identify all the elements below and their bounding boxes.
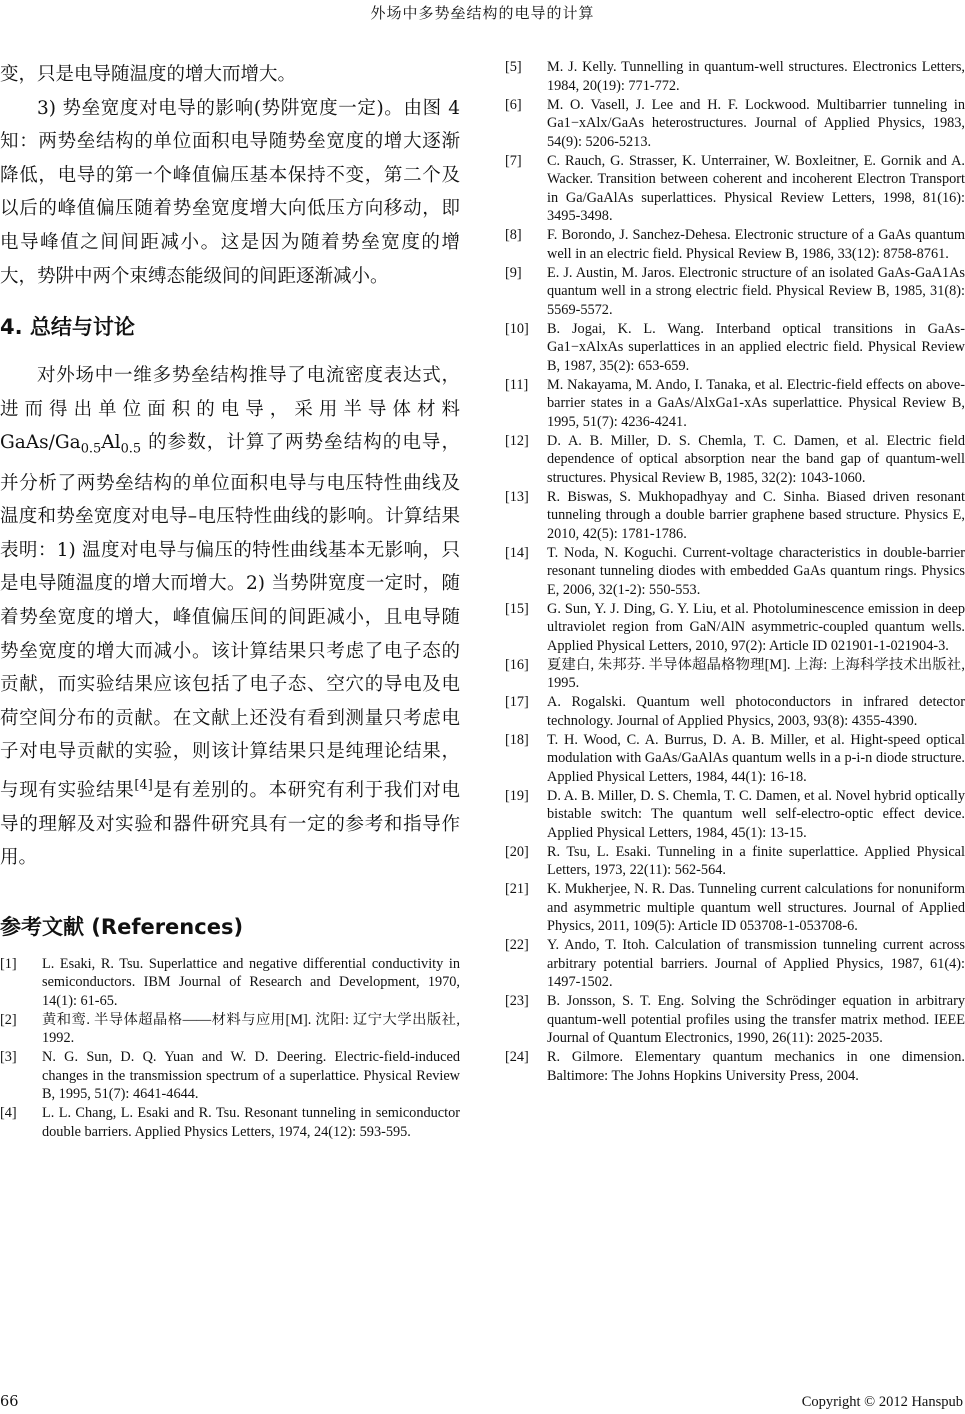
- reference-item: [505, 600, 965, 656]
- reference-item: [505, 992, 965, 1048]
- page-number: 66: [0, 1394, 19, 1410]
- reference-number: [8]: [505, 227, 522, 243]
- references-title: 参考文献 (References): [0, 914, 244, 939]
- reference-item: [505, 843, 965, 880]
- reference-item: [505, 226, 965, 263]
- reference-text: B. Jogai, K. L. Wang. Interband optical transitions in GaAs-Ga1−xAlxAs superlattices in an applied electric field. Physical Review B, 1987, 35(2): 653-659.: [547, 320, 965, 374]
- summary-subscript-2: 0.5: [120, 442, 142, 458]
- reference-number: [10]: [505, 320, 529, 337]
- reference-text: C. Rauch, G. Strasser, K. Unterrainer, W. Boxleitner, E. Gornik and A. Wacker. Transition between coherent and incoherent Electron Transport in Ga/GaAlAs superlattices. Physical Review Letters, 1998, 81(16): 3495-3498.: [547, 152, 965, 224]
- reference-number: [9]: [505, 264, 522, 281]
- paragraph-continuation: 变，只是电导随温度的增大而增大。: [0, 64, 297, 85]
- summary-part-a: 对外场中一维多势垒结构推导了电流密度表达式，进而得出单位面积的电导，采用半导体材料 GaAs/Ga: [0, 365, 460, 454]
- running-header: 外场中多势垒结构的电导的计算: [370, 4, 595, 22]
- reference-item: [505, 880, 965, 936]
- reference-text: L. Esaki, R. Tsu. Superlattice and negative differential conductivity in semiconductors. IBM Journal of Research and Development, 1970, 14(1): 61-65.: [42, 955, 460, 1009]
- reference-item: [0, 1104, 460, 1141]
- right-column: [505, 58, 965, 1086]
- reference-item: [505, 152, 965, 226]
- reference-number: [13]: [505, 488, 529, 505]
- reference-number: [20]: [505, 843, 529, 860]
- paragraph-summary: [0, 359, 460, 875]
- reference-number: [12]: [505, 432, 529, 449]
- paragraph-barrier-width: 3) 势垒宽度对电导的影响(势阱宽度一定)。由图 4 知：两势垒结构的单位面积电导随势垒宽度的增大逐渐降低，电导的第一个峰值偏压基本保持不变，第二个及以后的峰值偏压随着势垒宽度增大向低压方向移动，即电导峰值之间间距减小。这是因为随着势垒宽度的增大，势阱中两个束缚态能级间的间距逐渐减小。: [0, 97, 460, 287]
- reference-text: D. A. B. Miller, D. S. Chemla, T. C. Damen, et al. Novel hybrid optically bistable switch: The quantum well self-electro-optic effect device. Applied Physical Letters, 1984, 45(1): 13-15.: [547, 787, 965, 841]
- reference-item: [505, 58, 965, 95]
- summary-citation[interactable]: [4]: [134, 777, 153, 793]
- reference-text: Y. Ando, T. Itoh. Calculation of transmission tunneling current across arbitrary potential barriers. Journal of Applied Physics, 1987, 61(4): 1497-1502.: [547, 937, 965, 990]
- reference-number: [22]: [505, 937, 529, 953]
- reference-item: [505, 936, 965, 992]
- reference-text: M. Nakayama, M. Ando, I. Tanaka, et al. Electric-field effects on above-barrier states in a GaAs/AlxGa1-xAs superlattice. Physical Review B, 1995, 51(7): 4236-4241.: [547, 376, 965, 430]
- reference-text: G. Sun, Y. J. Ding, G. Y. Liu, et al. Photoluminescence emission in deep ultraviolet region from GaN/AlN asymmetric-coupled quantum wells. Applied Physical Letters, 2010, 97(2): Article ID 021901-1-021904-3.: [547, 600, 965, 654]
- reference-number: [5]: [505, 59, 522, 75]
- reference-text: M. J. Kelly. Tunnelling in quantum-well structures. Electronics Letters, 1984, 20(19): 771-772.: [547, 59, 965, 94]
- reference-text: T. Noda, N. Koguchi. Current-voltage characteristics in double-barrier resonant tunneling diodes with embedded GaAs quantum rings. Physics E, 2006, 32(1-2): 550-553.: [547, 544, 965, 598]
- summary-part-c: 是有差别的。本研究有利于我们对电导的理解及对实验和器件研究具有一定的参考和指导作用。: [0, 780, 460, 869]
- reference-text: A. Rogalski. Quantum well photoconductors in infrared detector technology. Journal of Applied Physics, 2003, 93(8): 4355-4390.: [547, 694, 965, 729]
- reference-number: [24]: [505, 1049, 529, 1065]
- reference-text: B. Jonsson, S. T. Eng. Solving the Schrödinger equation in arbitrary quantum-well potential profiles using the transfer matrix method. IEEE Journal of Quantum Electronics, 1990, 26(11): 2025-2035.: [547, 993, 965, 1046]
- reference-text: 夏建白, 朱邦芬. 半导体超晶格物理[M]. 上海: 上海科学技术出版社, 1995.: [547, 656, 965, 691]
- reference-number: [3]: [0, 1049, 17, 1066]
- reference-number: [7]: [505, 152, 522, 169]
- summary-part-al: Al: [101, 432, 121, 454]
- reference-number: [21]: [505, 881, 529, 897]
- reference-number: [16]: [505, 656, 529, 673]
- reference-number: [4]: [0, 1105, 17, 1122]
- reference-item: [505, 731, 965, 787]
- reference-item: [505, 656, 965, 693]
- reference-item: [0, 955, 460, 1011]
- reference-item: [505, 488, 965, 544]
- reference-item: [505, 96, 965, 152]
- reference-item: [505, 432, 965, 488]
- reference-text: K. Mukherjee, N. R. Das. Tunneling current calculations for nonuniform and asymmetric multiple quantum well structures. Journal of Applied Physics, 2011, 109(5): Article ID 053708-1-053708-6.: [547, 881, 965, 934]
- section-4-title: 4. 总结与讨论: [0, 315, 135, 340]
- reference-number: [14]: [505, 544, 529, 561]
- summary-subscript-1: 0.5: [80, 442, 102, 458]
- reference-number: [15]: [505, 600, 529, 617]
- reference-list-left: [0, 955, 460, 1142]
- reference-text: D. A. B. Miller, D. S. Chemla, T. C. Damen, et al. Electric field dependence of optical absorption near the band gap of quantum-well structures. Physical Review B, 1985, 32(2): 1043-1060.: [547, 432, 965, 486]
- reference-text: R. Biswas, S. Mukhopadhyay and C. Sinha. Biased driven resonant tunneling through a double barrier graphene based structure. Physics E, 2010, 42(5): 1781-1786.: [547, 488, 965, 542]
- reference-number: [23]: [505, 993, 529, 1009]
- reference-text: N. G. Sun, D. Q. Yuan and W. D. Deering. Electric-field-induced changes in the transmission spectrum of a superlattice. Physical Review B, 1995, 51(7): 4641-4644.: [42, 1049, 460, 1103]
- reference-list-right: [505, 58, 965, 1085]
- reference-item: [505, 1048, 965, 1085]
- reference-item: [505, 264, 965, 320]
- reference-number: [11]: [505, 376, 529, 393]
- reference-text: 黄和鸾. 半导体超晶格——材料与应用[M]. 沈阳: 辽宁大学出版社, 1992.: [42, 1011, 460, 1047]
- left-column: [0, 58, 460, 1142]
- reference-text: M. O. Vasell, J. Lee and H. F. Lockwood. Multibarrier tunneling in Ga1−xAlx/GaAs heterostructures. Journal of Applied Physics, 1983, 54(9): 5206-5213.: [547, 96, 965, 150]
- reference-number: [18]: [505, 731, 529, 748]
- reference-item: [505, 376, 965, 432]
- reference-number: [2]: [0, 1011, 17, 1028]
- reference-item: [0, 1048, 460, 1104]
- reference-item: [505, 544, 965, 600]
- reference-text: E. J. Austin, M. Jaros. Electronic structure of an isolated GaAs-GaA1As quantum well in a strong electric field. Physical Review B, 1985, 31(8): 5569-5572.: [547, 264, 965, 318]
- reference-item: [505, 693, 965, 730]
- copyright-notice: Copyright © 2012 Hanspub: [801, 1394, 963, 1410]
- reference-text: T. H. Wood, C. A. Burrus, D. A. B. Miller, et al. Hight-speed optical modulation with GaAs/GaAlAs quantum wells in a p-i-n diode structure. Applied Physical Letters, 1984, 44(1): 16-18.: [547, 731, 965, 785]
- reference-number: [6]: [505, 96, 522, 113]
- reference-number: [1]: [0, 955, 17, 972]
- reference-text: R. Gilmore. Elementary quantum mechanics in one dimension. Baltimore: The Johns Hopkins University Press, 2004.: [547, 1049, 965, 1084]
- reference-text: F. Borondo, J. Sanchez-Dehesa. Electronic structure of a GaAs quantum well in an electric field. Physical Review B, 1986, 33(12): 8758-8761.: [547, 227, 965, 262]
- reference-item: [505, 320, 965, 376]
- reference-item: [0, 1011, 460, 1048]
- reference-text: R. Tsu, L. Esaki. Tunneling in a finite superlattice. Applied Physical Letters, 1973, 22(11): 562-564.: [547, 843, 965, 878]
- reference-number: [17]: [505, 694, 529, 710]
- reference-item: [505, 787, 965, 843]
- reference-number: [19]: [505, 787, 529, 804]
- summary-part-b: 的参数，计算了两势垒结构的电导，并分析了两势垒结构的单位面积电导与电压特性曲线及温度和势垒宽度对电导–电压特性曲线的影响。计算结果表明：1) 温度对电导与偏压的特性曲线基本无影响，只是电导随温度的增大而增大。2) 当势阱宽度一定时，随着势垒宽度的增大，峰值偏压间的间距减小，且电导随势垒宽度的增大而减小。该计算结果只考虑了电子态的贡献，而实验结果应该包括了电子态、空穴的导电及电荷空间分布的贡献。在文献上还没有看到测量只考虑电子对电导贡献的实验，则该计算结果只是纯理论结果，与现有实验结果: [0, 432, 460, 802]
- reference-text: L. L. Chang, L. Esaki and R. Tsu. Resonant tunneling in semiconductor double barriers. Applied Physics Letters, 1974, 24(12): 593-595.: [42, 1105, 460, 1140]
